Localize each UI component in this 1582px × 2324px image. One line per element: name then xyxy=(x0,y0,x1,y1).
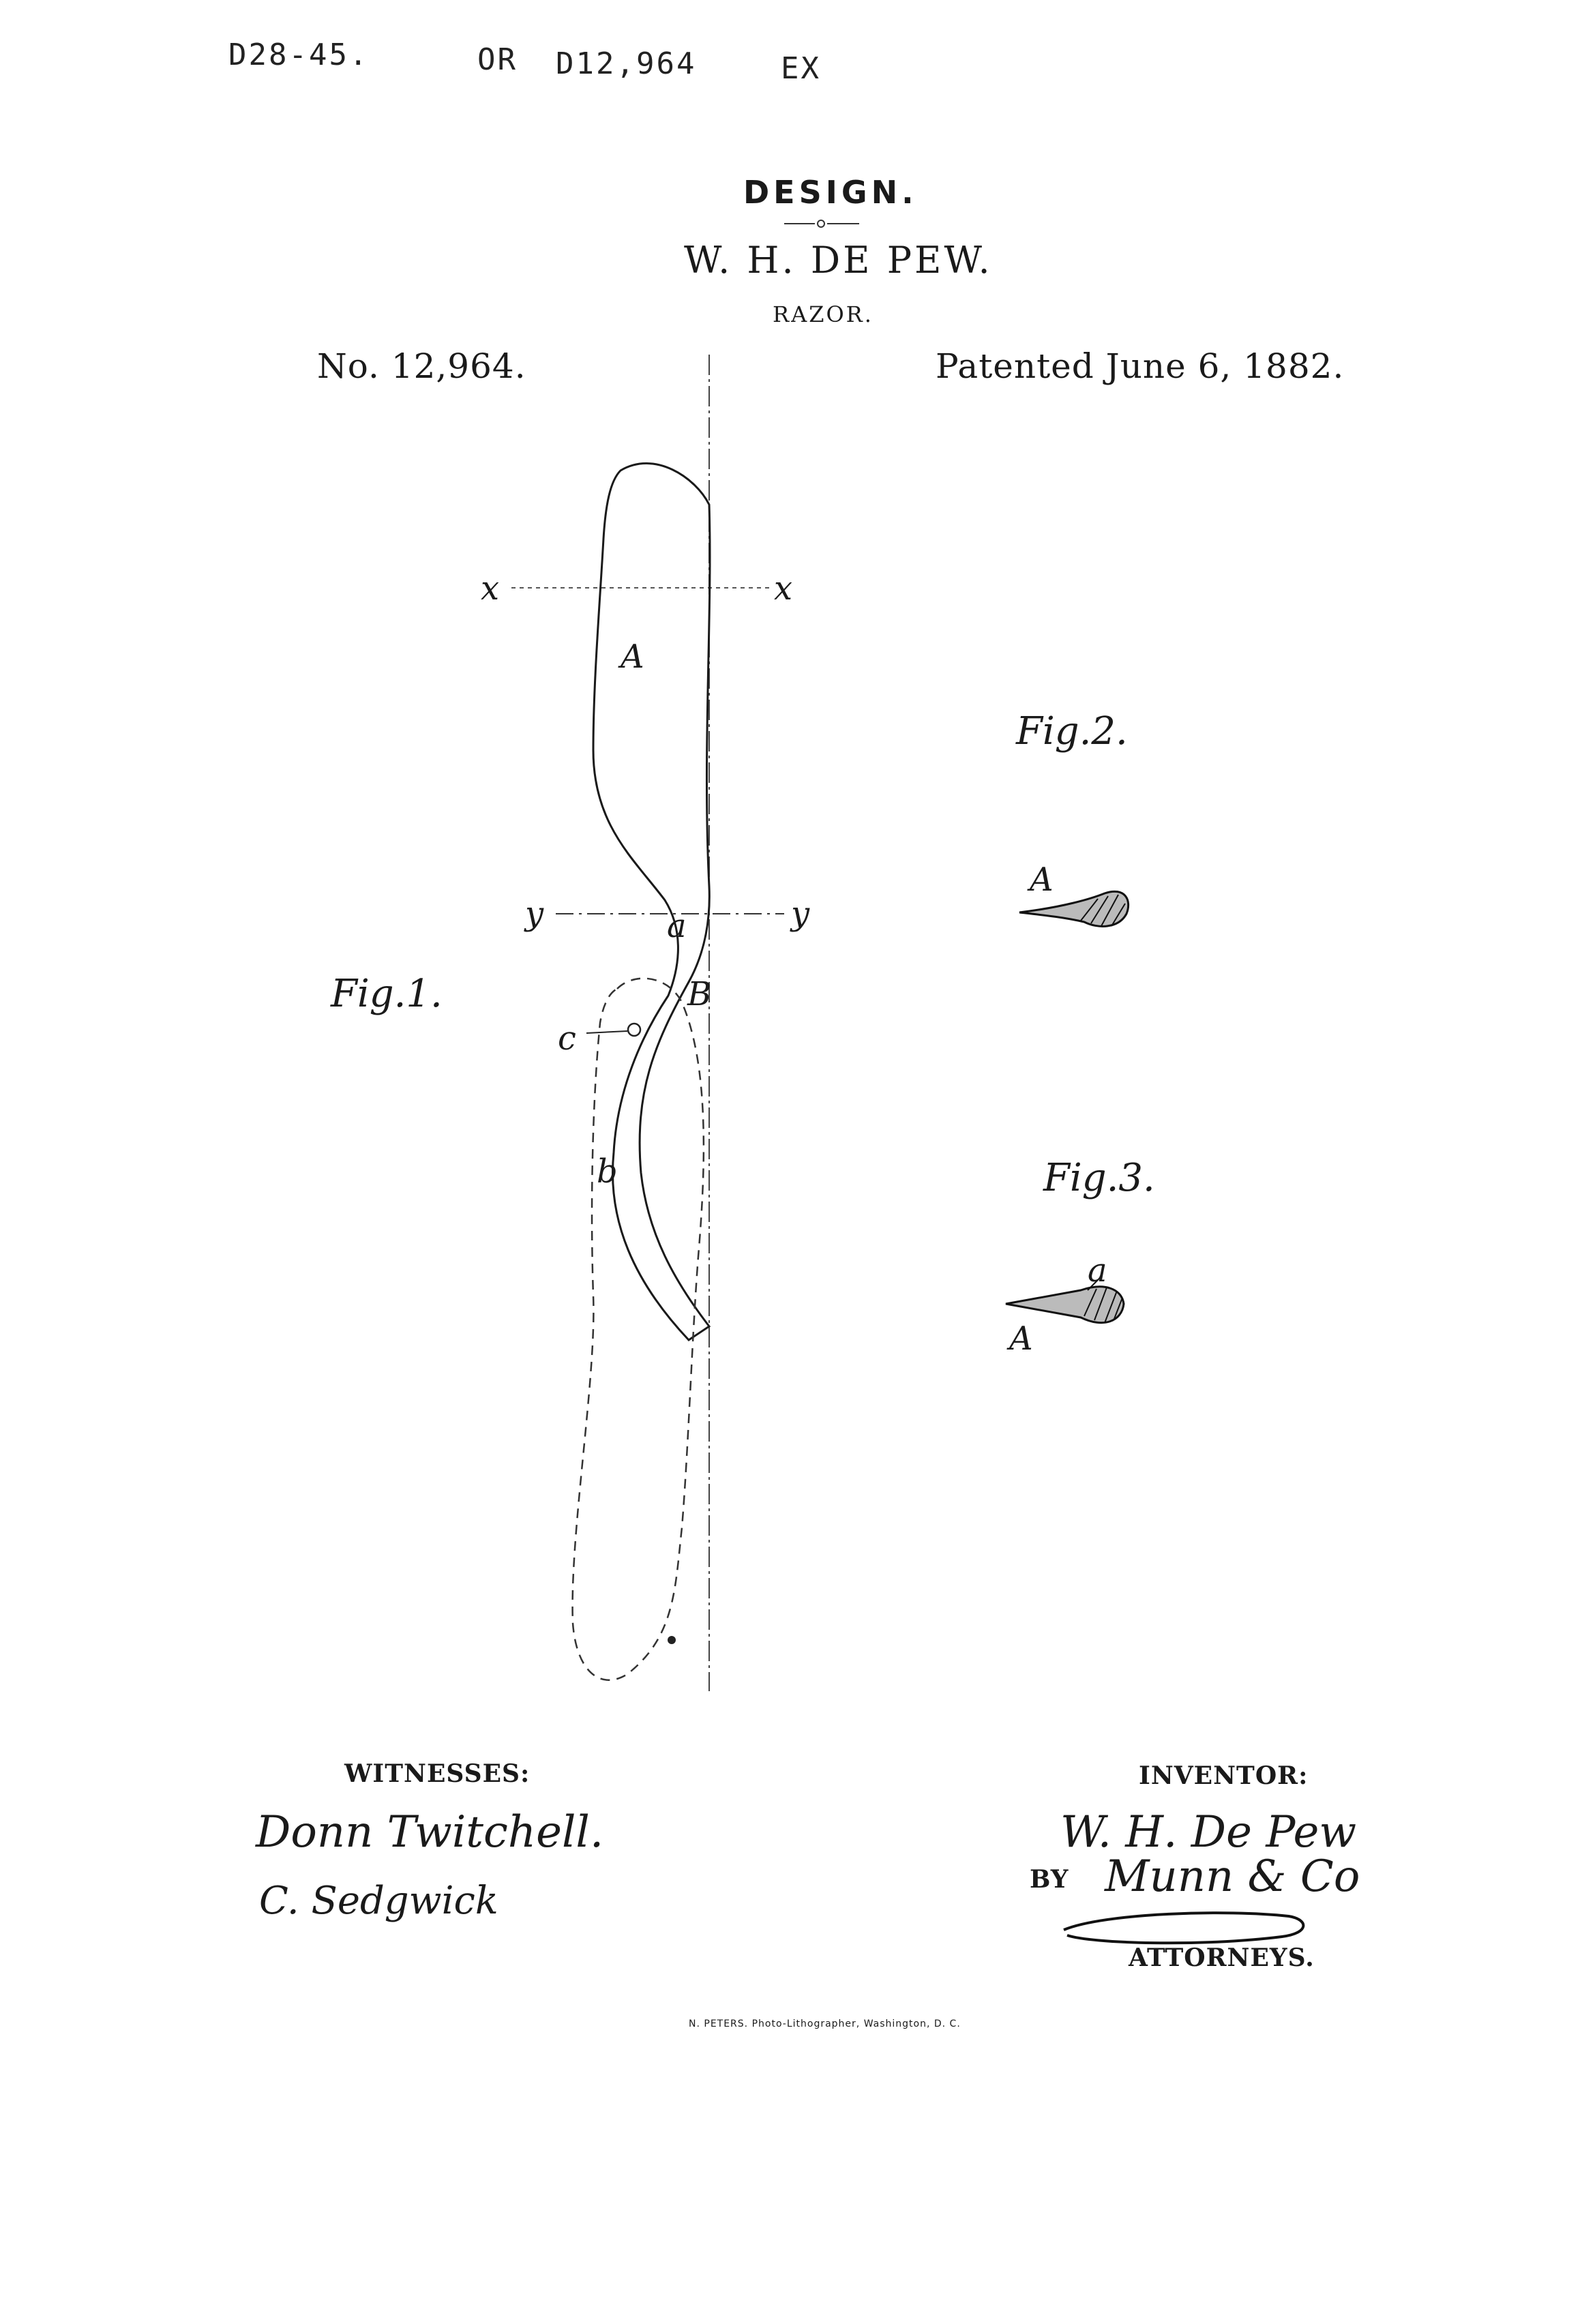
attorneys-label: ATTORNEYS. xyxy=(1129,1943,1315,1972)
label-x-right: x xyxy=(774,569,793,608)
label-x-left: x xyxy=(481,569,500,608)
witness-signature-2: C. Sedgwick xyxy=(259,1879,498,1923)
fig3-label-A: A xyxy=(1009,1320,1033,1358)
patent-date: Patented June 6, 1882. xyxy=(936,346,1345,386)
attorney-flourish xyxy=(1064,1913,1303,1943)
label-b: b xyxy=(597,1152,618,1191)
label-c: c xyxy=(558,1019,576,1058)
document-title: DESIGN. xyxy=(743,174,918,211)
razor-handle-dashed xyxy=(573,979,704,1680)
witness-signature-1: Donn Twitchell. xyxy=(256,1807,604,1858)
fig2-label-A: A xyxy=(1030,861,1054,899)
fig1-caption: Fig.1. xyxy=(331,972,443,1016)
fig3-label-a: a xyxy=(1088,1251,1107,1290)
pivot-pin xyxy=(628,1024,640,1036)
title-divider xyxy=(784,220,859,227)
handle-dot xyxy=(668,1636,676,1644)
printer-credit: N. PETERS. Photo-Lithographer, Washington, D. C. xyxy=(689,2018,961,2029)
fig2-caption: Fig.2. xyxy=(1016,709,1128,754)
label-y-right: y xyxy=(791,895,810,933)
stamp-code: D28-45. xyxy=(228,38,370,72)
fig3-section xyxy=(1006,1287,1124,1323)
label-y-left: y xyxy=(525,895,544,933)
stamp-or: OR xyxy=(477,42,518,77)
inventor-heading: INVENTOR: xyxy=(1139,1761,1309,1790)
witnesses-heading: WITNESSES: xyxy=(344,1759,531,1788)
label-a: a xyxy=(667,907,687,945)
stamp-ex: EX xyxy=(781,51,821,86)
stamp-number: D12,964 xyxy=(556,46,697,81)
pivot-leader xyxy=(586,1031,627,1033)
label-B: B xyxy=(687,975,712,1013)
attorney-signature: Munn & Co xyxy=(1105,1851,1360,1902)
fig3-caption: Fig.3. xyxy=(1043,1156,1155,1200)
razor-blade-outline xyxy=(593,464,710,1340)
inventor-signature: W. H. De Pew xyxy=(1060,1807,1357,1858)
by-label: BY xyxy=(1030,1865,1069,1894)
patent-number: No. 12,964. xyxy=(317,346,526,386)
label-A: A xyxy=(621,638,644,676)
design-subject: RAZOR. xyxy=(773,301,874,327)
inventor-name: W. H. DE PEW. xyxy=(684,239,993,282)
